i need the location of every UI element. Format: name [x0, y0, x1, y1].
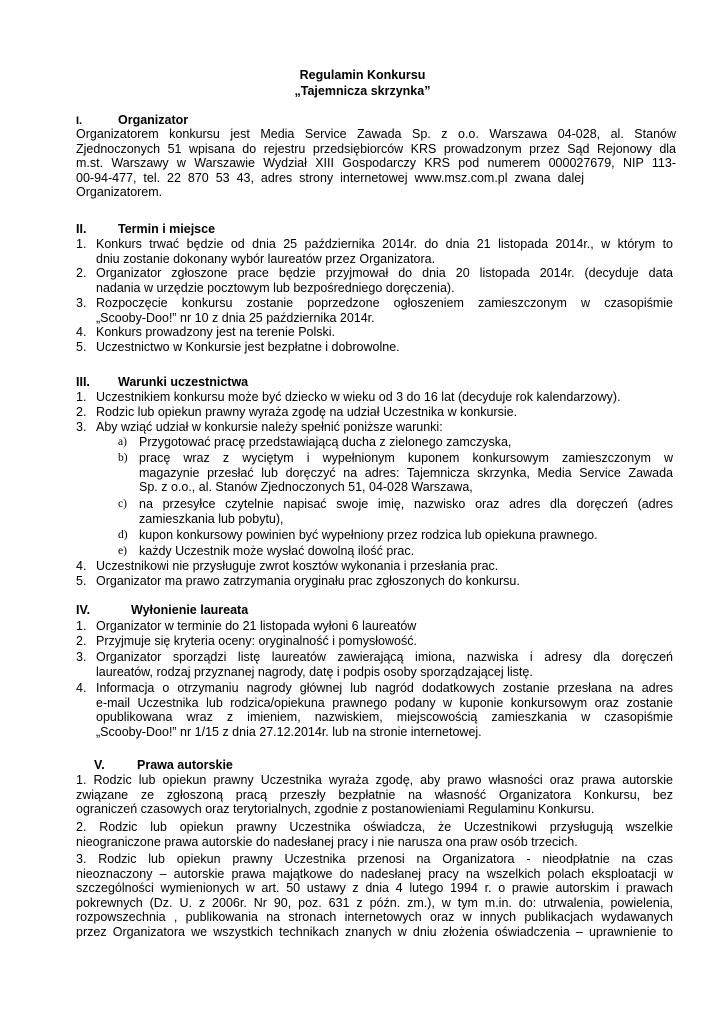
item-line: Przygotować pracę przedstawiającą ducha z zielonego zamczyska, — [139, 435, 512, 449]
paragraph-line: 2. Rodzic lub opiekun prawny Uczestnika oświadcza, że Uczestnikowi przysługują wszelkie — [76, 820, 673, 834]
item-line: magazynie przesłać lub doręczyć na adres: Tajemnicza skrzynka, Media Service Zawada — [139, 465, 673, 480]
item-line: zamieszkania lub pobytu), — [139, 511, 284, 526]
section-number: II. — [76, 222, 87, 236]
section-number: III. — [76, 375, 90, 389]
copyright-paragraph-3 — [76, 852, 673, 940]
item-line: Konkurs trwać będzie od dnia 25 października 2014r. do dnia 21 listopada 2014r., w którym to — [96, 237, 673, 251]
item-letter: c) — [118, 498, 127, 510]
paragraph-line: pokrewnych (Dz. U. z 2006r. Nr 90, poz. 631 z późn. zm.), w tym m.in. do: utrwalenia, powielenia, — [76, 895, 673, 910]
copyright-paragraph-2 — [76, 820, 673, 849]
section-heading-termin — [76, 222, 215, 237]
sub-list-item — [118, 528, 673, 543]
item-line: Rodzic lub opiekun prawny wyraża zgodę na udział Uczestnika w konkursie. — [96, 405, 518, 419]
list-item — [76, 390, 673, 405]
item-line: pracę wraz z wyciętym i wypełnionym kuponem konkursowym zamieszczonym w — [139, 451, 673, 465]
paragraph-line: 00-94-477, tel. 22 870 53 43, adres strony internetowej www.msz.com.pl zwana dalej — [76, 170, 584, 185]
section-number: V. — [94, 758, 105, 772]
item-line: każdy Uczestnik może wysłać dowolną ilość prac. — [139, 544, 415, 558]
item-letter: b) — [118, 452, 128, 464]
item-letter: e) — [118, 545, 127, 557]
paragraph-line: rozpowszechnia , publikowania na stronach internetowych oraz w innych publikacjach wydawanych — [76, 910, 673, 925]
item-line: Uczestnikowi nie przysługuje zwrot kosztów wykonania i przesłania prac. — [96, 559, 499, 573]
list-item — [76, 619, 673, 634]
item-number: 1. — [76, 619, 87, 633]
paragraph-line: nieoznaczony – autorskie prawa majątkowe do nadesłanej pracy na wszelkich polach eksploatacji w — [76, 866, 673, 881]
sub-list-item — [118, 497, 673, 526]
item-line: Uczestnictwo w Konkursie jest bezpłatne i dobrowolne. — [96, 340, 400, 354]
paragraph-line: nieograniczone prawa autorskie do nadesłanej pracy i nie narusza ona praw osób trzecich. — [76, 834, 578, 849]
item-number: 3. — [76, 296, 87, 310]
item-line: Informacja o otrzymaniu nagrody głównej lub nagród dodatkowych zostanie przesłana na adres — [96, 681, 673, 695]
paragraph-line: przez Organizatora we wszystkich technikach znanych w dniu złożenia oświadczenia – uprawnienie to — [76, 924, 673, 939]
paragraph-line: Organizatorem. — [76, 185, 163, 200]
list-item — [76, 405, 673, 420]
section-title: Prawa autorskie — [137, 758, 233, 772]
item-line: Konkurs prowadzony jest na terenie Polski. — [96, 325, 336, 339]
item-number: 5. — [76, 340, 87, 354]
section-heading-wylonienie — [76, 603, 248, 618]
item-line: Organizator zgłoszone prace będzie przyjmował do dnia 20 listopada 2014r. (decyduje data — [96, 266, 673, 280]
section-number: IV. — [76, 603, 91, 617]
list-item — [76, 681, 673, 739]
section-number: I. — [76, 115, 83, 127]
list-item — [76, 650, 673, 679]
item-line: opublikowana wraz z imieniem, nazwiskiem, miejscowością zamieszkania w czasopiśmie — [96, 710, 673, 725]
item-line: Przyjmuje się kryteria oceny: oryginalność i pomysłowość. — [96, 634, 417, 648]
item-number: 4. — [76, 325, 87, 339]
item-line: laureatów, rodzaj przyznanej nagrody, datę i podpis osoby sporządzającej listę. — [96, 664, 533, 679]
item-number: 3. — [76, 420, 87, 434]
item-line: e-mail Uczestnika lub rodzica/opiekuna prawnego podany w kuponie konkursowym oraz zostanie — [96, 695, 673, 710]
list-item — [76, 634, 673, 649]
section-title: Warunki uczestnictwa — [118, 375, 249, 389]
paragraph-line: szczególności wymienionych w art. 50 ustawy z dnia 4 lutego 1994 r. o prawie autorskim i prawach — [76, 881, 673, 896]
list-item — [76, 420, 673, 435]
item-number: 2. — [76, 266, 87, 280]
paragraph-line: 1. Rodzic lub opiekun prawny Uczestnika wyraża zgodę, aby prawo własności oraz prawa autorskie — [76, 773, 673, 787]
list-item — [76, 559, 673, 574]
item-number: 4. — [76, 559, 87, 573]
item-line: Organizator sporządzi listę laureatów zawierającą imiona, nazwiska i adresy dla doręczeń — [96, 650, 673, 664]
copyright-paragraph-1 — [76, 773, 673, 817]
item-line: dniu zostanie dokonany wybór laureatów przez Organizatora. — [96, 251, 436, 266]
organizer-paragraph — [76, 127, 676, 200]
item-line: Organizator w terminie do 21 listopada wyłoni 6 laureatów — [96, 619, 417, 633]
paragraph-line: Organizatorem konkursu jest Media Service Zawada Sp. z o.o. Warszawa 04-028, al. Stanów — [76, 127, 676, 141]
item-letter: a) — [118, 436, 127, 448]
list-item — [76, 574, 673, 589]
list-item — [76, 296, 673, 325]
paragraph-line: 3. Rodzic lub opiekun prawny Uczestnika przenosi na Organizatora - nieodpłatnie na czas — [76, 852, 673, 866]
list-item — [76, 266, 673, 295]
list-item — [76, 340, 673, 355]
sub-list-item — [118, 544, 673, 559]
item-number: 3. — [76, 650, 87, 664]
section-heading-prawa — [94, 758, 233, 773]
item-number: 1. — [76, 390, 87, 404]
sub-list-item — [118, 435, 673, 450]
item-line: nadania w urzędzie pocztowym lub bezpośredniego doręczenia). — [96, 280, 455, 295]
section-title: Wyłonienie laureata — [131, 603, 249, 617]
item-line: Rozpoczęcie konkursu zostanie poprzedzone ogłoszeniem zamieszczonym w czasopiśmie — [96, 296, 673, 310]
item-number: 4. — [76, 681, 87, 695]
item-number: 2. — [76, 405, 87, 419]
item-line: „Scooby-Doo!” nr 10 z dnia 25 października 2014r. — [96, 310, 375, 325]
item-line: Aby wziąć udział w konkursie należy spełnić poniższe warunki: — [96, 420, 443, 434]
list-item — [76, 325, 673, 340]
sub-list-item — [118, 451, 673, 495]
item-line: „Scooby-Doo!” nr 1/15 z dnia 27.12.2014r. lub na stronie internetowej. — [96, 724, 482, 739]
item-number: 1. — [76, 237, 87, 251]
item-number: 5. — [76, 574, 87, 588]
document-title: Regulamin Konkursu — [299, 68, 426, 82]
list-item — [76, 237, 673, 266]
item-letter: d) — [118, 529, 128, 541]
paragraph-line: ograniczeń czasowych oraz terytorialnych, zgodnie z postanowieniami Regulaminu Konkursu. — [76, 802, 595, 817]
section-heading-warunki — [76, 375, 248, 390]
section-title: Termin i miejsce — [118, 222, 216, 236]
item-number: 2. — [76, 634, 87, 648]
paragraph-line: m.st. Warszawy w Warszawie Wydział XIII Gospodarczy KRS pod numerem 000027679, NIP 113- — [76, 156, 676, 171]
item-line: kupon konkursowy powinien być wypełniony przez rodzica lub opiekuna prawnego. — [139, 528, 598, 542]
item-line: Uczestnikiem konkursu może być dziecko w wieku od 3 do 16 lat (decyduje rok kalendarzowy). — [96, 390, 621, 404]
item-line: Organizator ma prawo zatrzymania oryginału prac zgłoszonych do konkursu. — [96, 574, 520, 588]
item-line: Sp. z o.o., al. Stanów Zjednoczonych 51, 04-028 Warszawa, — [139, 480, 473, 495]
item-line: na przesyłce czytelnie napisać swoje imię, nazwisko oraz adres dla doręczeń (adres — [139, 497, 673, 511]
paragraph-line: Zjednoczonych 51 wpisana do rejestru przedsiębiorców KRS prowadzonym przez Sąd Rejonowy dla — [76, 141, 676, 156]
document-subtitle: „Tajemnicza skrzynka” — [294, 84, 431, 98]
paragraph-line: związane ze zgłoszoną pracą przeszły bezpłatnie na własność Organizatora Konkursu, bez — [76, 787, 673, 802]
section-title: Organizator — [118, 113, 189, 127]
